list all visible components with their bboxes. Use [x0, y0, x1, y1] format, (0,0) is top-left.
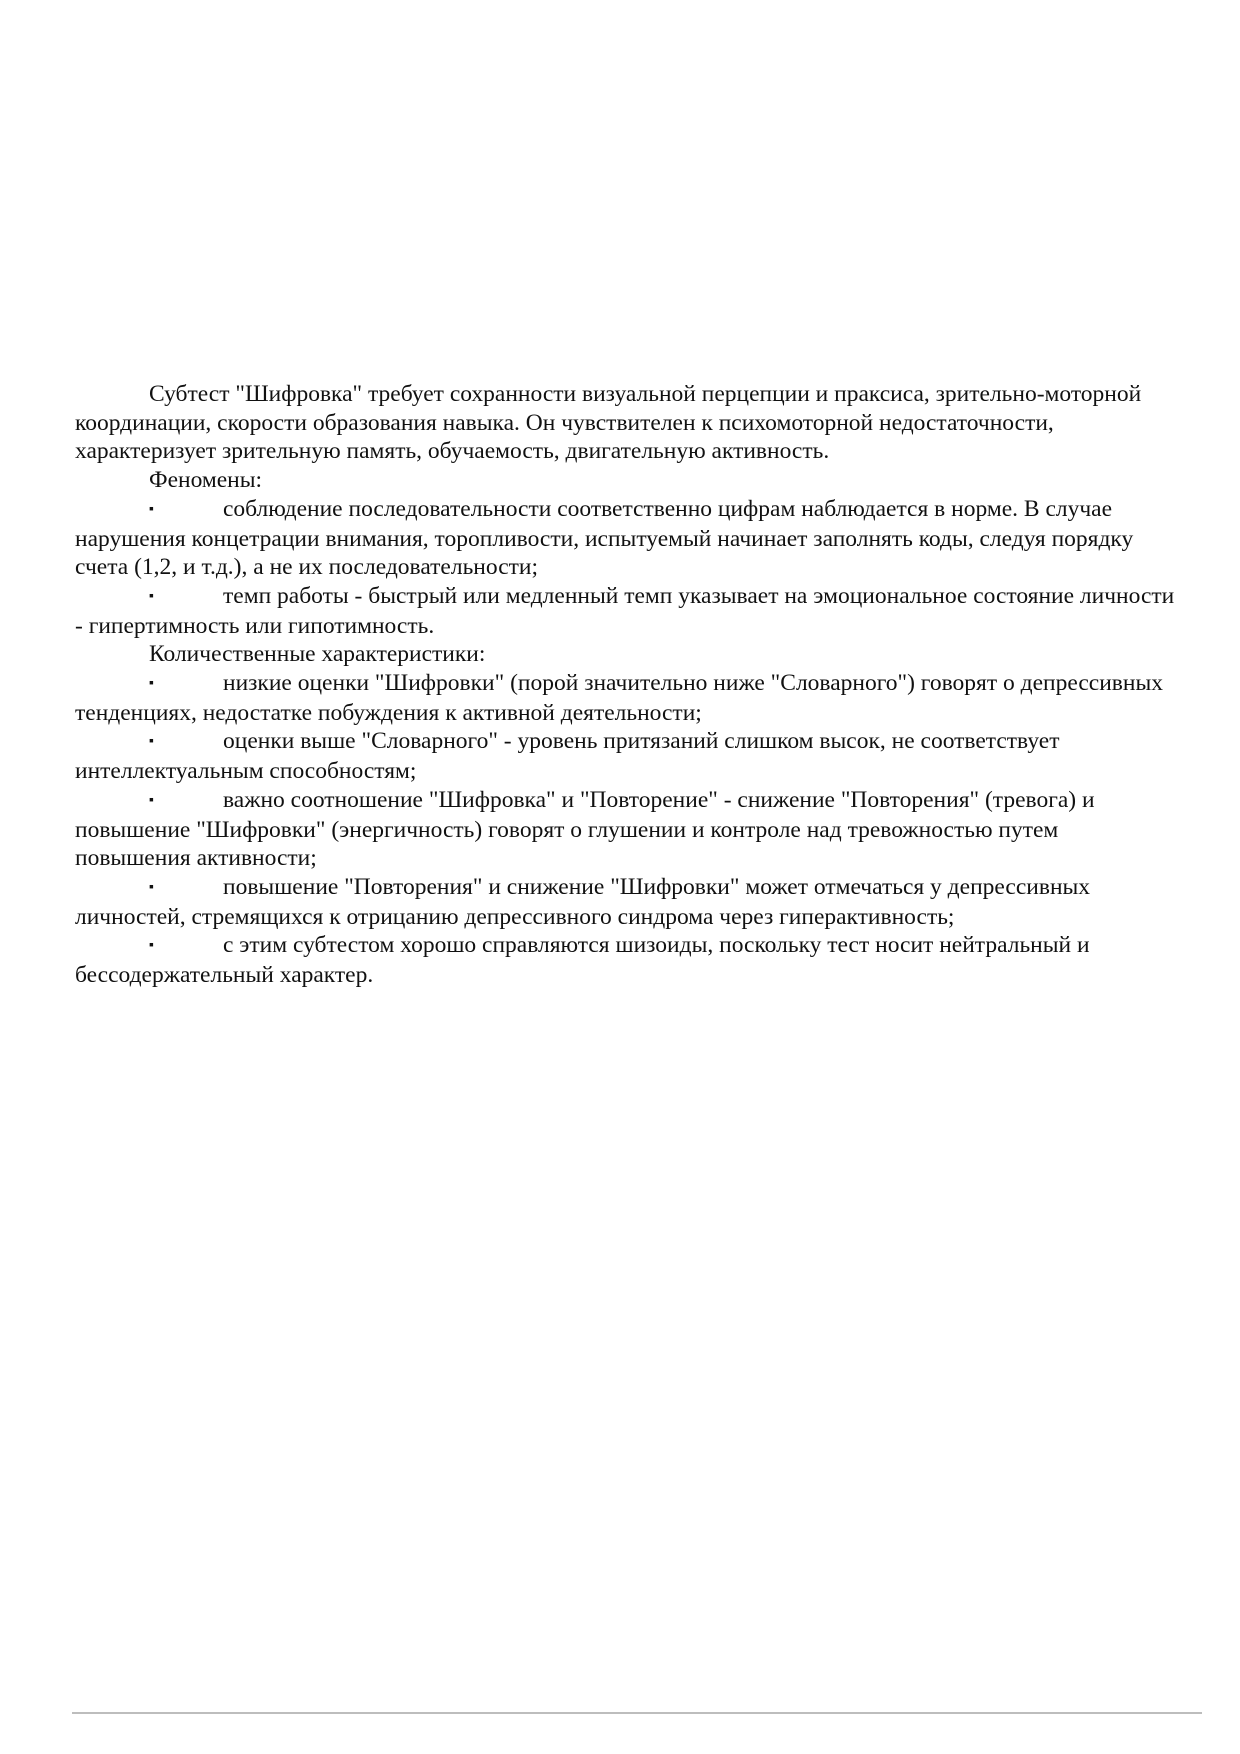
list-item-text: повышение "Повторения" и снижение "Шифровки" может отмечаться у депрессивных личностей, стремящихся к отрицанию депрессивного синдрома через гиперактивность; — [75, 873, 1091, 930]
list-item — [75, 727, 1175, 785]
list-item-text: с этим субтестом хорошо справляются шизоиды, поскольку тест носит нейтральный и бессодержательный характер. — [75, 932, 1090, 989]
list-item — [75, 931, 1175, 989]
intro-paragraph: Субтест "Шифровка" требует сохранности визуальной перцепции и праксиса, зрительно-моторной координации, скорости образования навыка. Он чувствителен к психомоторной недостаточности, характеризует зрительную память, обучаемость, двигательную активность. — [75, 381, 1142, 465]
document-body — [75, 380, 1175, 990]
list-item-text: темп работы - быстрый или медленный темп указывает на эмоциональное состояние личности - гипертимность или гипотимность. — [75, 582, 1175, 639]
list-item — [75, 786, 1175, 873]
list-item-text: оценки выше "Словарного" - уровень притязаний слишком высок, не соответствует интеллектуальным способностям; — [75, 728, 1060, 785]
footer-divider — [72, 1712, 1202, 1714]
list-item-text: низкие оценки "Шифровки" (порой значительно ниже "Словарного") говорят о депрессивных тенденциях, недостатке побуждения к активной деятельности; — [75, 670, 1163, 726]
bullet-square-icon: ▪ — [149, 879, 154, 895]
phenomena-heading: Феномены: — [149, 467, 263, 494]
bullet-square-icon: ▪ — [149, 676, 154, 692]
quant-heading: Количественные характеристики: — [149, 641, 486, 668]
list-item-text: важно соотношение "Шифровка" и "Повторение" - снижение "Повторения" (тревога) и повышение "Шифровки" (энергичность) говорят о глушении и контроле над тревожностью путем повышения активности; — [75, 786, 1095, 872]
bullet-square-icon: ▪ — [149, 588, 154, 604]
bullet-square-icon: ▪ — [149, 734, 154, 750]
bullet-square-icon: ▪ — [149, 938, 154, 954]
bullet-square-icon: ▪ — [149, 792, 154, 808]
bullet-square-icon: ▪ — [149, 501, 154, 517]
list-item — [75, 495, 1175, 582]
list-item — [75, 582, 1175, 640]
list-item — [75, 669, 1175, 727]
list-item-text: соблюдение последовательности соответственно цифрам наблюдается в норме. В случае нарушения концетрации внимания, торопливости, испытуемый начинает заполнять коды, следуя порядку счета (1,2, и т.д.), а не их последовательности; — [75, 495, 1134, 581]
list-item — [75, 873, 1175, 931]
